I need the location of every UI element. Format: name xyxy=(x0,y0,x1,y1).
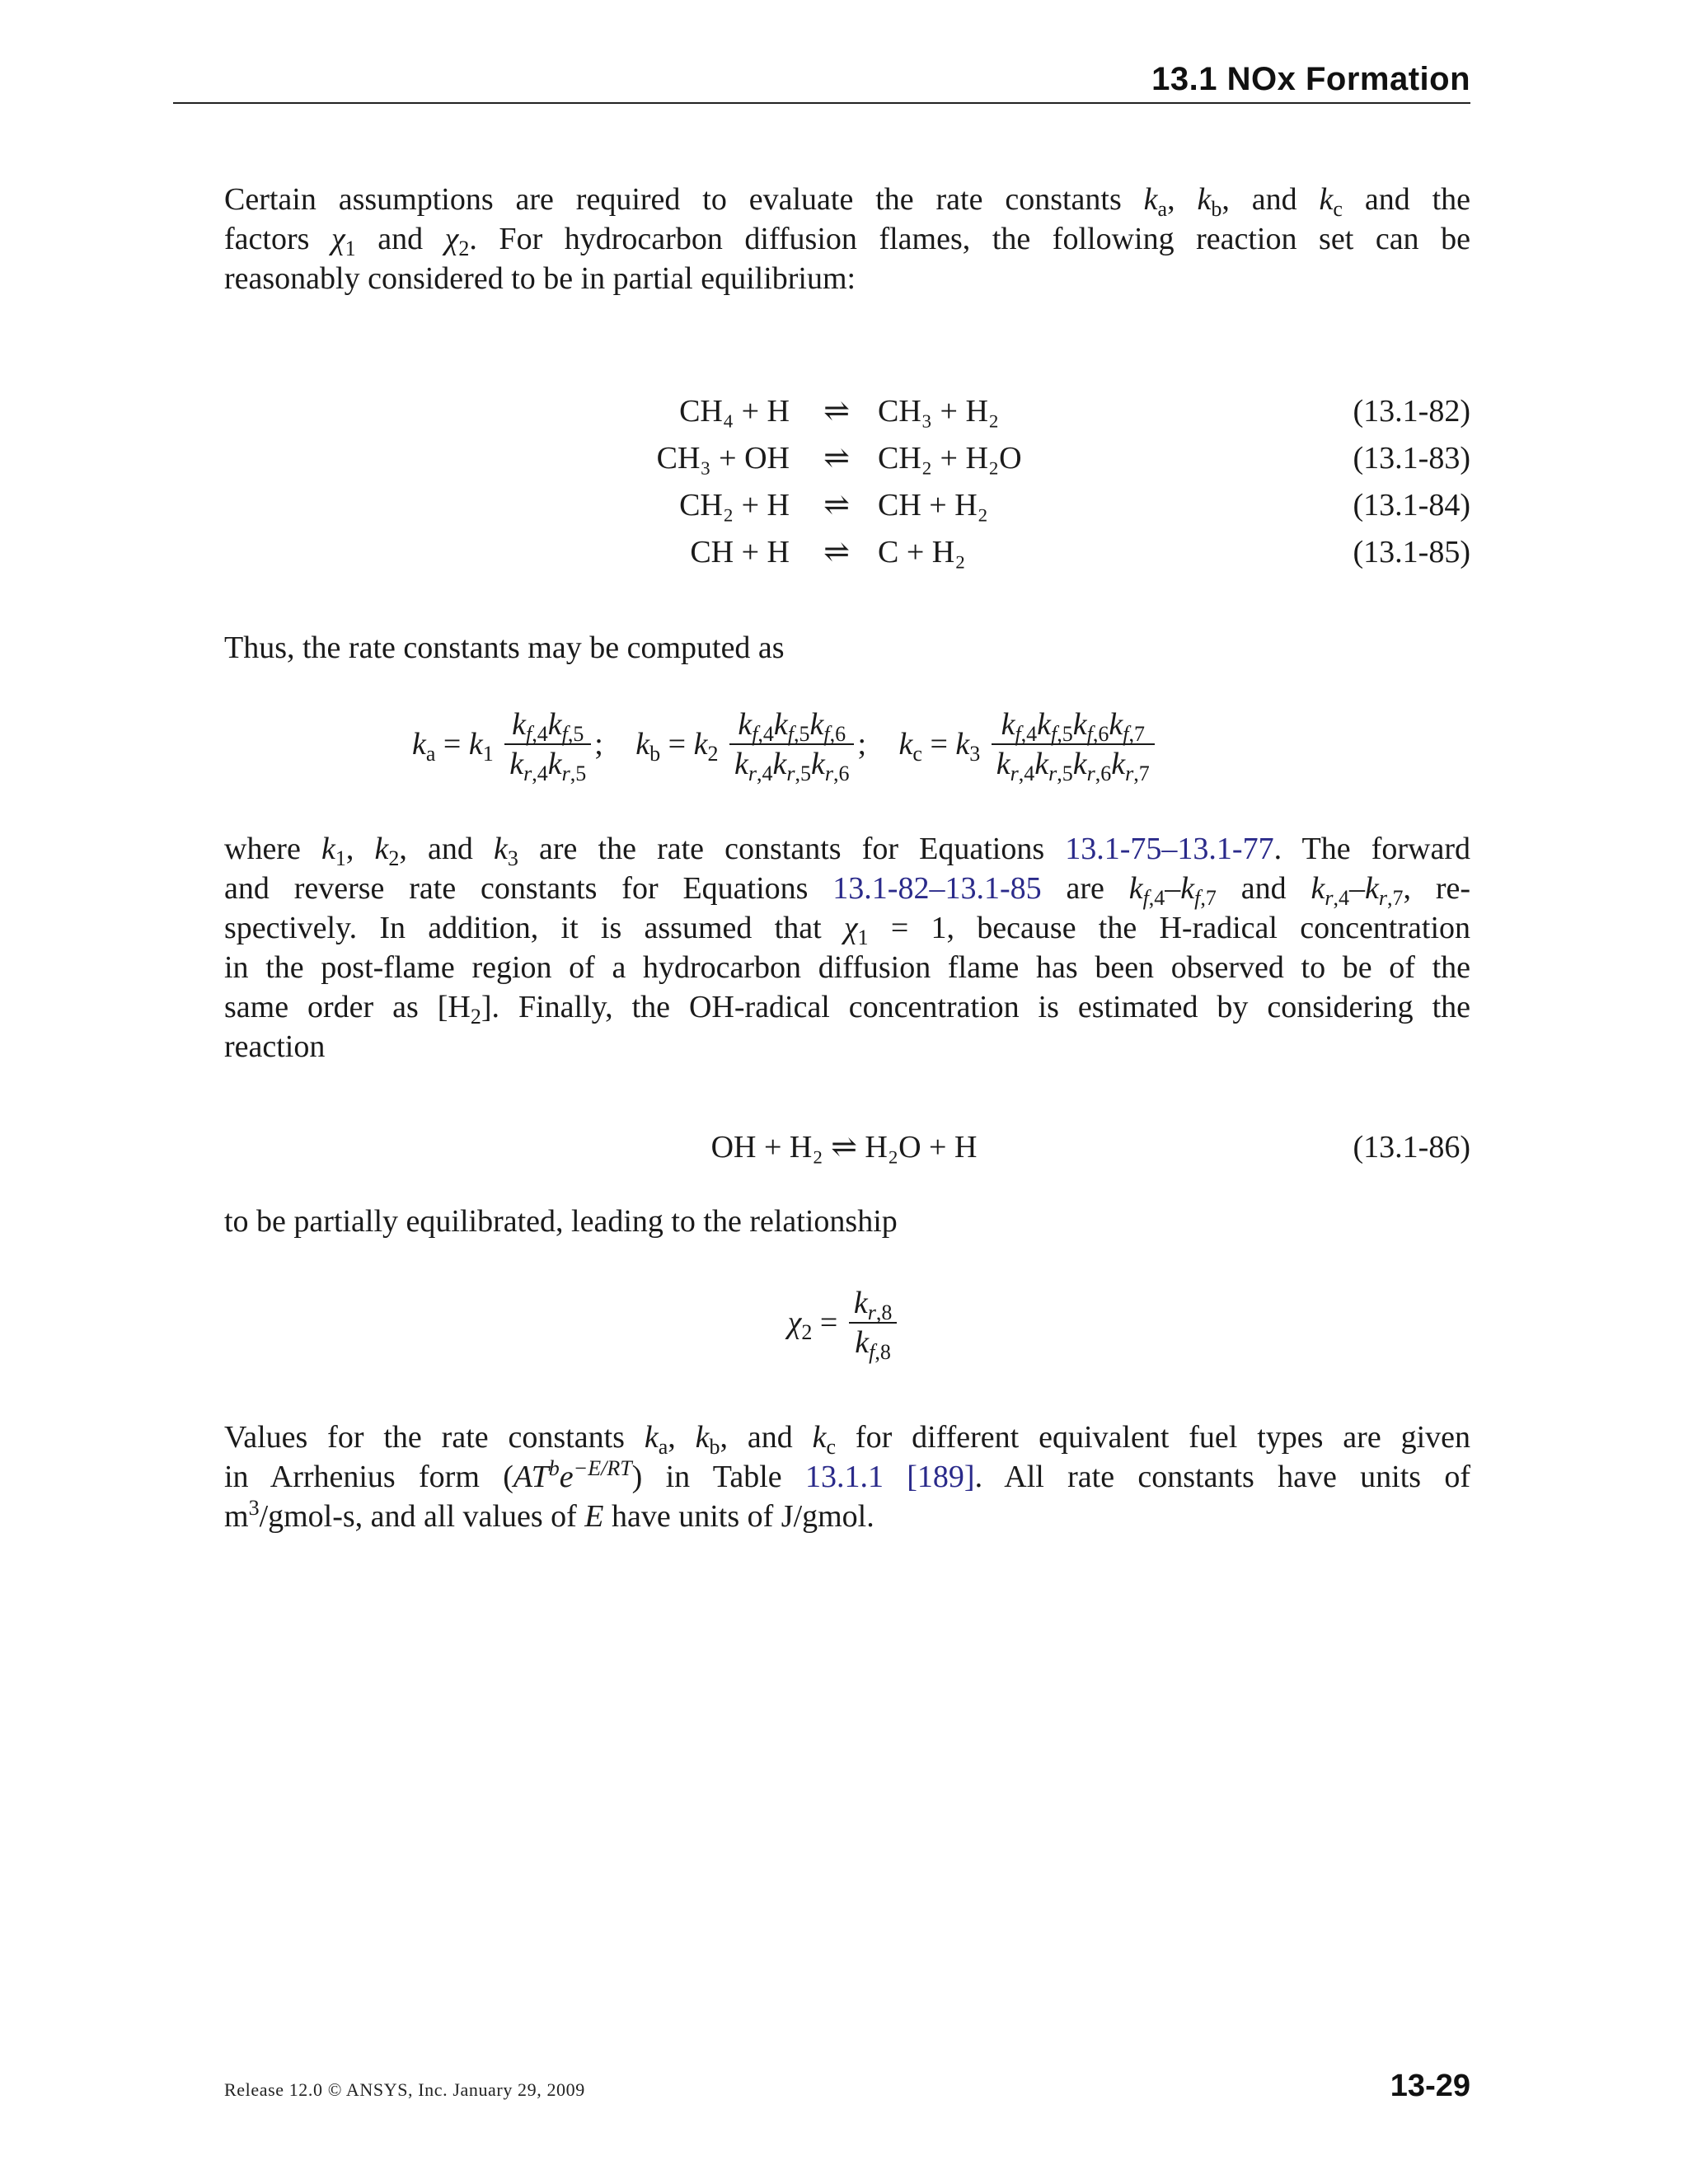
equation-range-link[interactable]: 13.1-75–13.1-77 xyxy=(1065,832,1274,866)
where-line-3: spectively. In addition, it is assumed that $\chi_1 = 1$, because the H-radical concentration xyxy=(224,911,1471,949)
reaction-row xyxy=(0,387,1688,435)
intro-line-2: factors $\chi_1$ and $\chi_2$. For hydrocarbon diffusion flames, the following reaction set can be xyxy=(224,222,1470,260)
reaction-lhs: CH₄ + H xyxy=(679,394,790,429)
where-line-6: reaction xyxy=(224,1029,326,1064)
ka-fraction: $\frac{k_{f,4}k_{f,5}}{k_{r,4}k_{r,5}}$ xyxy=(504,705,591,783)
values-line-2: in Arrhenius form $(AT^be^{-E/RT})$ in Table 13.1.1 [189]. All rate constants have units of xyxy=(224,1456,1471,1494)
equation-number: (13.1-83) xyxy=(1353,441,1470,476)
reaction-lhs: CH₂ + H xyxy=(679,488,790,523)
rate-constant-formulas xyxy=(412,705,1319,804)
page-number: 13-29 xyxy=(1390,2069,1470,2103)
where-paragraph xyxy=(224,829,1470,1066)
reaction-86-row xyxy=(0,1123,1688,1171)
equation-number: (13.1-85) xyxy=(1353,535,1470,569)
equation-range-link[interactable]: 13.1-82–13.1-85 xyxy=(832,871,1042,906)
where-line-5: same order as $[H_2]$. Finally, the OH-radical concentration is estimated by considering the xyxy=(224,990,1470,1029)
section-header-title: 13.1 NOx Formation xyxy=(1151,61,1470,97)
kc-fraction: $\frac{k_{f,4}k_{f,5}k_{f,6}k_{f,7}}{k_{r,4}k_{r,5}k_{r,6}k_{r,7}}$ xyxy=(992,705,1155,783)
reaction-row xyxy=(0,528,1688,576)
chi2-fraction: $\frac{k_{r,8}}{k_{f,8}}$ xyxy=(849,1284,898,1361)
reaction-lhs: CH₃ + OH xyxy=(656,441,790,476)
ka-lhs: $k_a = k_1$ xyxy=(412,727,494,766)
equilibrium-arrow: ⇌ xyxy=(823,488,850,523)
reaction-row xyxy=(0,434,1688,482)
intro-line-3: reasonably considered to be in partial equilibrium: xyxy=(224,261,856,296)
equation-number: (13.1-86) xyxy=(1353,1130,1470,1165)
values-paragraph xyxy=(224,1418,1470,1536)
semicolon: ; xyxy=(857,727,867,762)
where-line-1: where $k_1$, $k_2$, and $k_3$ are the rate constants for Equations 13.1-75–13.1-77. The forward xyxy=(224,832,1471,870)
reaction-lhs: CH + H xyxy=(690,535,790,569)
values-line-1: Values for the rate constants $k_a$, $k_b$, and $k_c$ for different equivalent fuel types are given xyxy=(224,1420,1470,1459)
reaction-rhs: CH + H₂ xyxy=(878,488,988,523)
where-line-2: and reverse rate constants for Equations 13.1-82–13.1-85 are $k_{f,4}-k_{f,7}$ and $k_{r,4}-k_{r,7}$, re- xyxy=(224,871,1470,910)
table-link[interactable]: 13.1.1 xyxy=(804,1460,884,1494)
reaction-rhs: CH₂ + H₂O xyxy=(878,441,1022,476)
citation-link[interactable]: [189] xyxy=(907,1460,975,1494)
kb-fraction: $\frac{k_{f,4}k_{f,5}k_{f,6}}{k_{r,4}k_{r,5}k_{r,6}}$ xyxy=(729,705,855,783)
reaction-rhs: C + H₂ xyxy=(878,535,966,569)
release-footer: Release 12.0 © ANSYS, Inc. January 29, 2009 xyxy=(224,2079,585,2100)
chi2-relation xyxy=(0,1284,1688,1383)
intro-paragraph xyxy=(224,180,1470,298)
equilibrated-line: to be partially equilibrated, leading to the relationship xyxy=(224,1204,898,1239)
equation-number: (13.1-82) xyxy=(1353,394,1470,429)
thus-line: Thus, the rate constants may be computed as xyxy=(224,630,785,665)
where-line-4: in the post-flame region of a hydrocarbon diffusion flame has been observed to be of the xyxy=(224,950,1470,985)
header-rule xyxy=(173,102,1470,104)
equilibrated-paragraph xyxy=(224,1202,1470,1241)
reaction-86: OH + H₂ ⇌ H₂O + H xyxy=(710,1130,978,1165)
thus-paragraph xyxy=(224,628,1470,668)
equilibrium-arrow: ⇌ xyxy=(823,441,850,476)
values-line-3: $m^3/gmol-s$, and all values of E have units of J/gmol. xyxy=(224,1496,874,1534)
intro-line-1: Certain assumptions are required to evaluate the rate constants $k_a$, $k_b$, and $k_c$ and the xyxy=(224,182,1471,221)
reaction-row xyxy=(0,481,1688,529)
semicolon: ; xyxy=(594,727,603,762)
chi2-lhs: $\chi_2$ = xyxy=(787,1305,838,1344)
kc-lhs: $k_c = k_3$ xyxy=(898,727,981,766)
kb-lhs: $k_b = k_2$ xyxy=(635,727,719,766)
equation-number: (13.1-84) xyxy=(1353,488,1470,523)
equilibrium-arrow: ⇌ xyxy=(823,535,850,569)
reaction-rhs: CH₃ + H₂ xyxy=(878,394,1000,429)
equilibrium-arrow: ⇌ xyxy=(823,394,850,429)
